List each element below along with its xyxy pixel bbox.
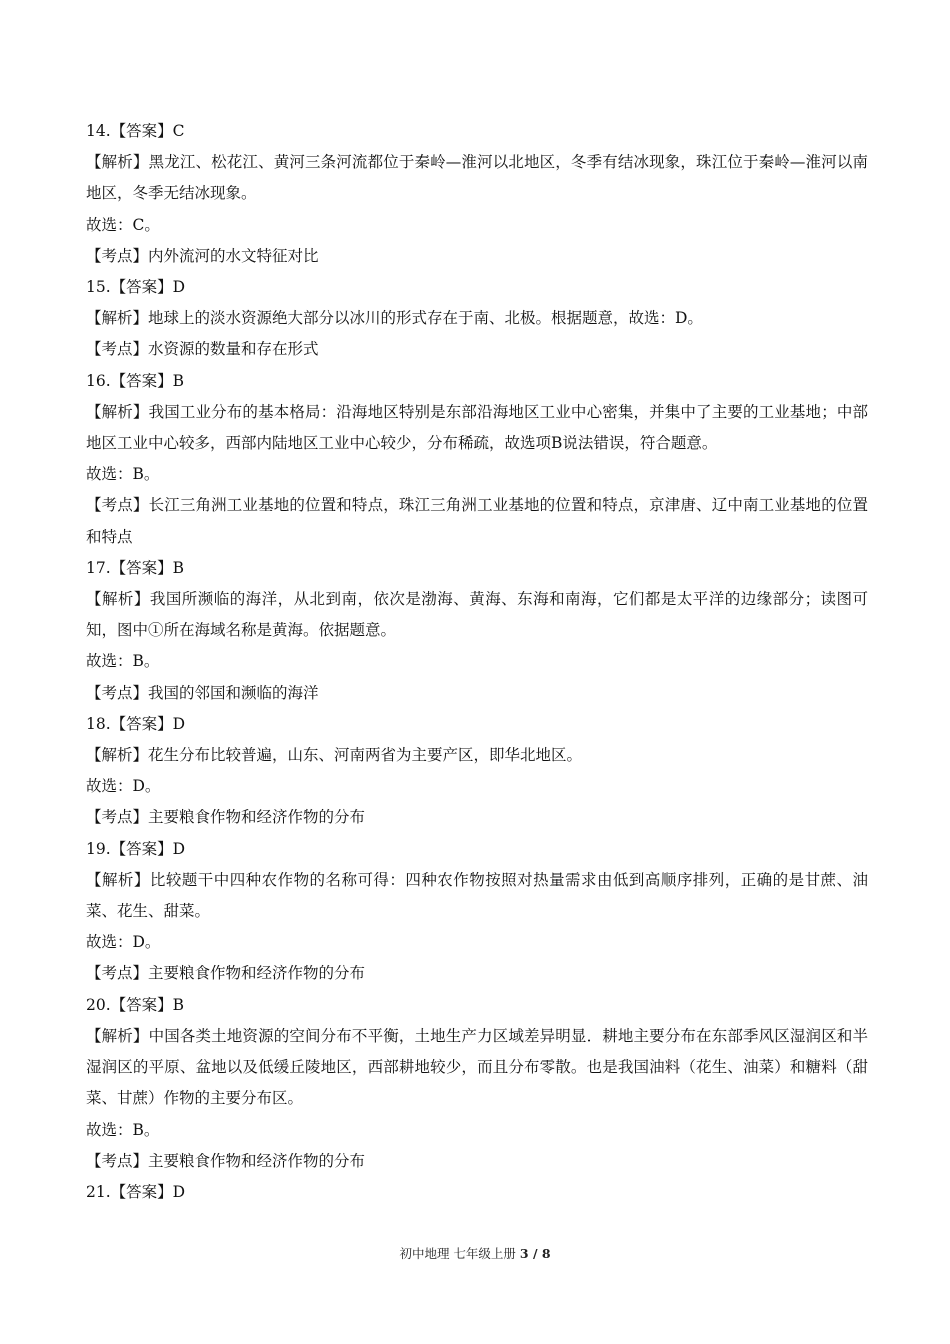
knowledge-point: 【考点】我国的邻国和濒临的海洋 xyxy=(86,683,319,702)
choice-line: 故选：D。 xyxy=(86,933,161,952)
analysis-text: 【解析】黑龙江、松花江、黄河三条河流都位于秦岭—淮河以北地区，冬季有结冰现象，珠江位于秦岭—淮河以南地区，冬季无结冰现象。 xyxy=(86,153,868,203)
page-footer xyxy=(0,1244,950,1262)
choice-line: 故选：D。 xyxy=(86,777,161,796)
answer-line: 20.【答案】B xyxy=(86,995,185,1014)
answer-line: 21.【答案】D xyxy=(86,1182,186,1201)
choice-line: 故选：B。 xyxy=(86,652,160,671)
analysis-text: 【解析】中国各类土地资源的空间分布不平衡，土地生产力区域差异明显．耕地主要分布在东部季风区湿润区和半湿润区的平原、盆地以及低缓丘陵地区，西部耕地较少，而且分布零散。也是我国油料（花生、油菜）和糖料（甜菜、甘蔗）作物的主要分布区。 xyxy=(86,1026,868,1108)
knowledge-point: 【考点】主要粮食作物和经济作物的分布 xyxy=(86,964,366,983)
choice-line: 故选：C。 xyxy=(86,215,160,234)
analysis-text: 【解析】地球上的淡水资源绝大部分以冰川的形式存在于南、北极。根据题意，故选：D。 xyxy=(86,309,703,328)
footer-course: 初中地理 七年级上册 xyxy=(399,1246,520,1261)
answer-line: 14.【答案】C xyxy=(86,122,185,140)
page-number: 3 / 8 xyxy=(519,1246,551,1261)
knowledge-point: 【考点】水资源的数量和存在形式 xyxy=(86,340,319,359)
analysis-text: 【解析】比较题干中四种农作物的名称可得：四种农作物按照对热量需求由低到高顺序排列，正确的是甘蔗、油菜、花生、甜菜。 xyxy=(86,870,868,921)
answer-line: 16.【答案】B xyxy=(86,371,185,390)
knowledge-point: 【考点】内外流河的水文特征对比 xyxy=(86,246,319,265)
answer-line: 19.【答案】D xyxy=(86,839,186,858)
knowledge-point: 【考点】长江三角洲工业基地的位置和特点，珠江三角洲工业基地的位置和特点，京津唐、辽中南工业基地的位置和特点 xyxy=(86,496,868,546)
knowledge-point: 【考点】主要粮食作物和经济作物的分布 xyxy=(86,1151,366,1170)
analysis-text: 【解析】花生分布比较普遍，山东、河南两省为主要产区，即华北地区。 xyxy=(86,746,583,765)
answer-line: 17.【答案】B xyxy=(86,558,185,577)
answer-list xyxy=(86,116,868,1208)
choice-line: 故选：B。 xyxy=(86,1120,160,1139)
knowledge-point: 【考点】主要粮食作物和经济作物的分布 xyxy=(86,808,366,827)
analysis-text: 【解析】我国工业分布的基本格局：沿海地区特别是东部沿海地区工业中心密集，并集中了主要的工业基地；中部地区工业中心较多，西部内陆地区工业中心较少，分布稀疏，故选项B说法错误，符合题意。 xyxy=(86,402,868,453)
answer-line: 15.【答案】D xyxy=(86,278,186,297)
analysis-text: 【解析】我国所濒临的海洋，从北到南，依次是渤海、黄海、东海和南海，它们都是太平洋的边缘部分；读图可知，图中①所在海域名称是黄海。依据题意。 xyxy=(86,590,868,640)
choice-line: 故选：B。 xyxy=(86,465,160,484)
answer-line: 18.【答案】D xyxy=(86,714,186,733)
